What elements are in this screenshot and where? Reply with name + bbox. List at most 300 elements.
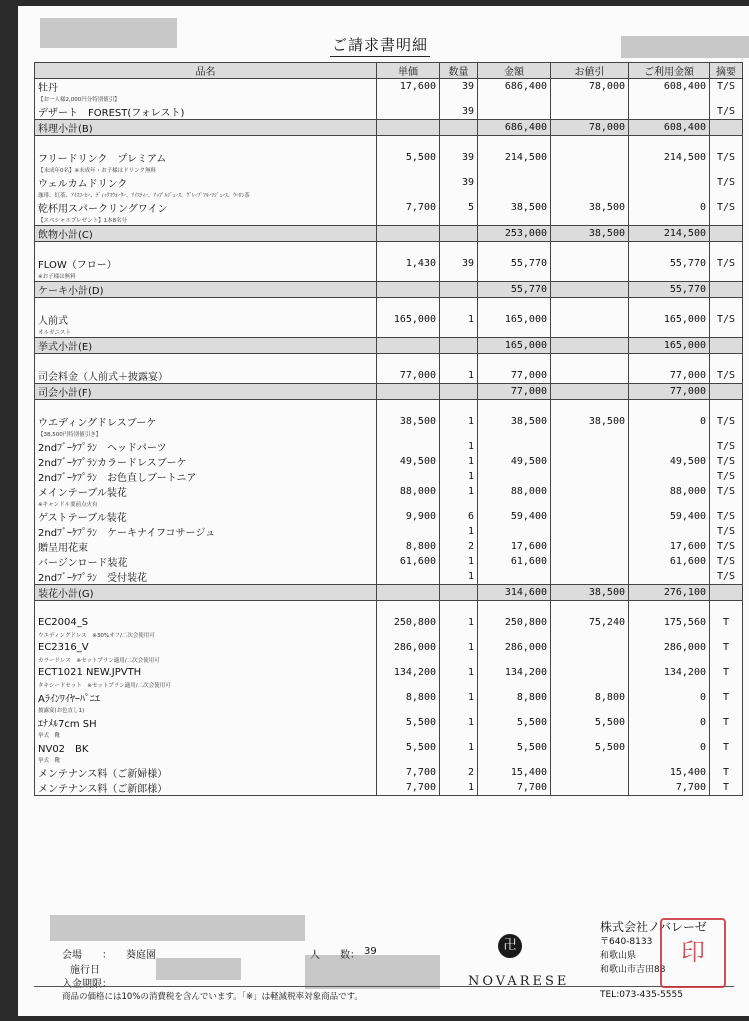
item-name: メンテナンス料（ご新郎様） xyxy=(35,780,377,796)
table-row xyxy=(35,690,743,705)
empty-cell xyxy=(629,190,710,200)
empty-cell xyxy=(629,499,710,509)
table-row xyxy=(35,484,743,499)
item-name: ウエディングドレスブーケ xyxy=(35,414,377,429)
table-row xyxy=(35,780,743,796)
spacer-row xyxy=(35,136,743,151)
item-discount xyxy=(551,256,629,271)
note-row xyxy=(35,165,743,175)
item-price: 7,700 xyxy=(377,200,440,215)
empty-cell xyxy=(440,298,478,313)
note-row xyxy=(35,429,743,439)
item-subnote: 披露宴(お色直し1) xyxy=(35,705,377,715)
item-used-amount: 286,000 xyxy=(629,640,710,655)
item-discount xyxy=(551,454,629,469)
item-qty: 1 xyxy=(440,469,478,484)
item-qty: 1 xyxy=(440,439,478,454)
table-row xyxy=(35,469,743,484)
subtotal-used-amount: 276,100 xyxy=(629,585,710,601)
empty-cell xyxy=(629,601,710,616)
empty-cell xyxy=(377,730,440,740)
item-note: T/S xyxy=(710,150,743,165)
item-note: T/S xyxy=(710,569,743,585)
empty-cell xyxy=(440,120,478,136)
empty-cell xyxy=(551,165,629,175)
empty-cell xyxy=(377,271,440,282)
table-row xyxy=(35,615,743,630)
item-qty: 39 xyxy=(440,104,478,120)
empty-cell xyxy=(629,680,710,690)
empty-cell xyxy=(551,400,629,415)
col-header: 品名 xyxy=(35,63,377,79)
empty-cell xyxy=(710,327,743,338)
item-price: 250,800 xyxy=(377,615,440,630)
item-used-amount: 55,770 xyxy=(629,256,710,271)
item-note: T/S xyxy=(710,256,743,271)
empty-cell xyxy=(478,271,551,282)
item-qty: 1 xyxy=(440,414,478,429)
item-used-amount: 61,600 xyxy=(629,554,710,569)
company-logo-icon: 卍 xyxy=(498,934,522,958)
item-used-amount xyxy=(629,469,710,484)
item-discount xyxy=(551,439,629,454)
item-note: T/S xyxy=(710,524,743,539)
empty-cell xyxy=(478,354,551,369)
item-note: T/S xyxy=(710,79,743,95)
item-note: T/S xyxy=(710,104,743,120)
empty-cell xyxy=(440,499,478,509)
spacer-row xyxy=(35,400,743,415)
empty-cell xyxy=(629,165,710,175)
empty-cell xyxy=(710,630,743,640)
item-amount xyxy=(478,524,551,539)
empty-cell xyxy=(710,755,743,765)
empty-cell xyxy=(629,705,710,715)
empty-cell xyxy=(629,242,710,257)
item-amount: 38,500 xyxy=(478,414,551,429)
table-row xyxy=(35,175,743,190)
empty-cell xyxy=(629,94,710,104)
empty-cell xyxy=(551,429,629,439)
item-discount xyxy=(551,524,629,539)
item-name: 乾杯用スパークリングワイン xyxy=(35,200,377,215)
item-discount: 38,500 xyxy=(551,414,629,429)
item-subnote: 挙式 靴 xyxy=(35,730,377,740)
item-amount: 250,800 xyxy=(478,615,551,630)
item-qty: 1 xyxy=(440,484,478,499)
item-price: 1,430 xyxy=(377,256,440,271)
item-amount xyxy=(478,469,551,484)
item-used-amount: 134,200 xyxy=(629,665,710,680)
table-row xyxy=(35,569,743,585)
item-qty: 1 xyxy=(440,554,478,569)
item-discount xyxy=(551,780,629,796)
item-name: Aﾗｲﾝﾜｲﾔｰﾊﾟﾆｴ xyxy=(35,690,377,705)
empty-cell xyxy=(440,226,478,242)
company-pref: 和歌山県 xyxy=(600,951,637,961)
item-note: T/S xyxy=(710,439,743,454)
item-amount xyxy=(478,569,551,585)
empty-cell xyxy=(551,327,629,338)
subtotal-label: 飲物小計(C) xyxy=(35,226,377,242)
item-used-amount: 0 xyxy=(629,740,710,755)
empty-cell xyxy=(377,601,440,616)
note-row xyxy=(35,680,743,690)
item-note: T xyxy=(710,640,743,655)
brand-name: NOVARESE xyxy=(468,974,570,989)
empty-cell xyxy=(35,136,377,151)
item-price xyxy=(377,439,440,454)
item-name: 牡丹 xyxy=(35,79,377,95)
empty-cell xyxy=(551,298,629,313)
guests-label: 人 数： xyxy=(310,950,360,961)
empty-cell xyxy=(35,400,377,415)
subtotal-used-amount: 55,770 xyxy=(629,282,710,298)
item-price: 61,600 xyxy=(377,554,440,569)
item-amount: 165,000 xyxy=(478,312,551,327)
empty-cell xyxy=(377,282,440,298)
item-price: 7,700 xyxy=(377,765,440,780)
empty-cell xyxy=(710,271,743,282)
empty-cell xyxy=(440,271,478,282)
empty-cell xyxy=(440,585,478,601)
item-discount xyxy=(551,554,629,569)
item-discount xyxy=(551,640,629,655)
item-name: 2ndﾌﾞｰｹﾌﾟﾗﾝ ケーキナイフコサージュ xyxy=(35,524,377,539)
empty-cell xyxy=(377,94,440,104)
empty-cell xyxy=(551,94,629,104)
item-qty: 2 xyxy=(440,539,478,554)
note-row xyxy=(35,215,743,226)
empty-cell xyxy=(629,630,710,640)
item-discount xyxy=(551,484,629,499)
item-amount xyxy=(478,175,551,190)
subtotal-used-amount: 214,500 xyxy=(629,226,710,242)
item-subnote: 挙式 靴 xyxy=(35,755,377,765)
item-note: T/S xyxy=(710,200,743,215)
item-price xyxy=(377,469,440,484)
empty-cell xyxy=(710,136,743,151)
subtotal-label: ケーキ小計(D) xyxy=(35,282,377,298)
empty-cell xyxy=(629,327,710,338)
empty-cell xyxy=(629,271,710,282)
item-name: デザート FOREST(フォレスト) xyxy=(35,104,377,120)
item-price: 8,800 xyxy=(377,539,440,554)
item-discount: 5,500 xyxy=(551,740,629,755)
empty-cell xyxy=(710,384,743,400)
empty-cell xyxy=(377,429,440,439)
subtotal-discount: 38,500 xyxy=(551,585,629,601)
item-amount xyxy=(478,104,551,120)
table-row xyxy=(35,640,743,655)
item-price: 38,500 xyxy=(377,414,440,429)
subtotal-discount: 38,500 xyxy=(551,226,629,242)
empty-cell xyxy=(478,755,551,765)
empty-cell xyxy=(478,298,551,313)
item-name: ｴﾅﾒﾙ7cm SH xyxy=(35,715,377,730)
empty-cell xyxy=(35,242,377,257)
item-used-amount: 0 xyxy=(629,690,710,705)
item-amount: 77,000 xyxy=(478,368,551,384)
empty-cell xyxy=(440,601,478,616)
note-row xyxy=(35,730,743,740)
note-row xyxy=(35,190,743,200)
item-qty: 1 xyxy=(440,715,478,730)
item-subnote: 【未成年0名】※未成年・お子様はドリンク無料 xyxy=(35,165,377,175)
empty-cell xyxy=(710,298,743,313)
empty-cell xyxy=(440,282,478,298)
company-tel: TEL:073-435-5555 xyxy=(600,990,683,1000)
item-subnote: カラードレス ※セットプラン適用/二次会使用可 xyxy=(35,655,377,665)
table-row xyxy=(35,765,743,780)
table-row xyxy=(35,414,743,429)
item-qty: 39 xyxy=(440,79,478,95)
empty-cell xyxy=(551,136,629,151)
item-qty: 1 xyxy=(440,665,478,680)
item-price: 9,900 xyxy=(377,509,440,524)
empty-cell xyxy=(377,755,440,765)
item-name: 司会料金（人前式＋披露宴） xyxy=(35,368,377,384)
item-price: 49,500 xyxy=(377,454,440,469)
empty-cell xyxy=(478,655,551,665)
empty-cell xyxy=(551,271,629,282)
empty-cell xyxy=(440,730,478,740)
item-used-amount xyxy=(629,524,710,539)
empty-cell xyxy=(478,327,551,338)
table-row xyxy=(35,439,743,454)
item-price: 77,000 xyxy=(377,368,440,384)
redacted-area xyxy=(621,36,749,58)
item-qty: 1 xyxy=(440,780,478,796)
empty-cell xyxy=(551,215,629,226)
item-discount xyxy=(551,150,629,165)
item-note: T xyxy=(710,765,743,780)
item-price: 5,500 xyxy=(377,715,440,730)
empty-cell xyxy=(629,429,710,439)
item-name: EC2004_S xyxy=(35,615,377,630)
item-used-amount xyxy=(629,104,710,120)
subtotal-label: 装花小計(G) xyxy=(35,585,377,601)
empty-cell xyxy=(551,705,629,715)
empty-cell xyxy=(710,354,743,369)
empty-cell xyxy=(377,120,440,136)
item-used-amount: 77,000 xyxy=(629,368,710,384)
item-qty: 5 xyxy=(440,200,478,215)
empty-cell xyxy=(478,429,551,439)
item-name: ウェルカムドリンク xyxy=(35,175,377,190)
table-row xyxy=(35,740,743,755)
item-qty: 1 xyxy=(440,524,478,539)
item-used-amount: 88,000 xyxy=(629,484,710,499)
empty-cell xyxy=(551,680,629,690)
item-subnote: オルガニスト xyxy=(35,327,377,338)
item-subnote: ウエディングドレス ※30%オフ/二次会使用可 xyxy=(35,630,377,640)
item-price: 134,200 xyxy=(377,665,440,680)
table-row xyxy=(35,150,743,165)
empty-cell xyxy=(440,630,478,640)
item-used-amount: 0 xyxy=(629,200,710,215)
empty-cell xyxy=(377,655,440,665)
empty-cell xyxy=(377,585,440,601)
table-row xyxy=(35,509,743,524)
note-row xyxy=(35,271,743,282)
empty-cell xyxy=(377,327,440,338)
item-qty: 2 xyxy=(440,765,478,780)
subtotal-discount xyxy=(551,282,629,298)
item-price: 5,500 xyxy=(377,740,440,755)
table-row xyxy=(35,539,743,554)
empty-cell xyxy=(478,630,551,640)
item-subnote: タキシードセット ※セットプラン適用/二次会使用可 xyxy=(35,680,377,690)
item-qty: 1 xyxy=(440,615,478,630)
empty-cell xyxy=(551,630,629,640)
item-price xyxy=(377,569,440,585)
redacted-area xyxy=(156,958,241,980)
table-row xyxy=(35,256,743,271)
empty-cell xyxy=(440,400,478,415)
item-note: T/S xyxy=(710,554,743,569)
subtotal-amount: 55,770 xyxy=(478,282,551,298)
redacted-area xyxy=(50,915,305,941)
empty-cell xyxy=(710,655,743,665)
note-row xyxy=(35,705,743,715)
empty-cell xyxy=(710,680,743,690)
empty-cell xyxy=(377,354,440,369)
venue-label: 会場 ： xyxy=(62,950,112,961)
empty-cell xyxy=(440,215,478,226)
subtotal-row xyxy=(35,120,743,136)
item-amount: 15,400 xyxy=(478,765,551,780)
item-discount: 38,500 xyxy=(551,200,629,215)
empty-cell xyxy=(710,705,743,715)
subtotal-used-amount: 608,400 xyxy=(629,120,710,136)
spacer-row xyxy=(35,354,743,369)
item-amount: 38,500 xyxy=(478,200,551,215)
item-qty: 1 xyxy=(440,454,478,469)
empty-cell xyxy=(710,215,743,226)
redacted-area xyxy=(40,18,177,48)
item-price: 286,000 xyxy=(377,640,440,655)
item-qty: 39 xyxy=(440,175,478,190)
item-price xyxy=(377,524,440,539)
item-used-amount: 608,400 xyxy=(629,79,710,95)
item-amount: 134,200 xyxy=(478,665,551,680)
item-name: EC2316_V xyxy=(35,640,377,655)
empty-cell xyxy=(710,601,743,616)
item-name: 2ndﾌﾞｰｹﾌﾟﾗﾝ お色直しブートニア xyxy=(35,469,377,484)
item-note: T/S xyxy=(710,469,743,484)
subtotal-row xyxy=(35,585,743,601)
empty-cell xyxy=(377,384,440,400)
empty-cell xyxy=(478,190,551,200)
col-header: 単価 xyxy=(377,63,440,79)
item-subnote: 【スペシャルプレゼント】1本8名分 xyxy=(35,215,377,226)
empty-cell xyxy=(710,585,743,601)
item-qty: 1 xyxy=(440,740,478,755)
item-note: T/S xyxy=(710,509,743,524)
item-used-amount: 165,000 xyxy=(629,312,710,327)
empty-cell xyxy=(377,630,440,640)
item-discount xyxy=(551,569,629,585)
item-discount: 75,240 xyxy=(551,615,629,630)
empty-cell xyxy=(377,680,440,690)
document-title: ご請求書明細 xyxy=(330,34,430,57)
item-note: T/S xyxy=(710,539,743,554)
table-row xyxy=(35,454,743,469)
item-note: T/S xyxy=(710,312,743,327)
note-row xyxy=(35,94,743,104)
item-subnote: ※キャンドル要前点火有 xyxy=(35,499,377,509)
item-used-amount xyxy=(629,569,710,585)
subtotal-row xyxy=(35,384,743,400)
subtotal-label: 挙式小計(E) xyxy=(35,338,377,354)
item-name: ECT1021 NEW.JPVTH xyxy=(35,665,377,680)
empty-cell xyxy=(710,165,743,175)
table-row xyxy=(35,554,743,569)
item-discount: 5,500 xyxy=(551,715,629,730)
table-row xyxy=(35,79,743,95)
empty-cell xyxy=(440,354,478,369)
empty-cell xyxy=(377,298,440,313)
empty-cell xyxy=(629,730,710,740)
empty-cell xyxy=(710,242,743,257)
item-amount: 17,600 xyxy=(478,539,551,554)
empty-cell xyxy=(629,400,710,415)
item-subnote: 【38,500円特別値引き】 xyxy=(35,429,377,439)
item-price xyxy=(377,104,440,120)
item-note: T xyxy=(710,615,743,630)
invoice-table xyxy=(34,62,743,796)
subtotal-label: 司会小計(F) xyxy=(35,384,377,400)
empty-cell xyxy=(551,354,629,369)
table-row xyxy=(35,104,743,120)
item-amount: 5,500 xyxy=(478,715,551,730)
item-amount xyxy=(478,439,551,454)
item-qty: 1 xyxy=(440,569,478,585)
item-qty: 1 xyxy=(440,368,478,384)
empty-cell xyxy=(551,499,629,509)
empty-cell xyxy=(551,655,629,665)
subtotal-row xyxy=(35,226,743,242)
empty-cell xyxy=(478,601,551,616)
note-row xyxy=(35,327,743,338)
table-row xyxy=(35,665,743,680)
company-postal: 〒640-8133 xyxy=(600,937,653,947)
empty-cell xyxy=(377,136,440,151)
tax-note: 商品の価格には10%の消費税を含んでいます。「※」は軽減税率対象商品です。 xyxy=(62,992,363,1002)
item-name: ゲストテーブル装花 xyxy=(35,509,377,524)
empty-cell xyxy=(478,94,551,104)
item-amount: 686,400 xyxy=(478,79,551,95)
item-amount: 286,000 xyxy=(478,640,551,655)
empty-cell xyxy=(710,338,743,354)
item-discount xyxy=(551,368,629,384)
item-discount xyxy=(551,509,629,524)
subtotal-used-amount: 165,000 xyxy=(629,338,710,354)
date-label: 施行日 xyxy=(70,965,100,976)
item-name: NV02 BK xyxy=(35,740,377,755)
empty-cell xyxy=(377,499,440,509)
note-row xyxy=(35,755,743,765)
empty-cell xyxy=(35,354,377,369)
note-row xyxy=(35,630,743,640)
company-name: 株式会社ノバレーゼ xyxy=(600,920,707,934)
empty-cell xyxy=(710,120,743,136)
subtotal-discount xyxy=(551,338,629,354)
item-name: バージンロード装花 xyxy=(35,554,377,569)
empty-cell xyxy=(710,730,743,740)
item-used-amount: 49,500 xyxy=(629,454,710,469)
